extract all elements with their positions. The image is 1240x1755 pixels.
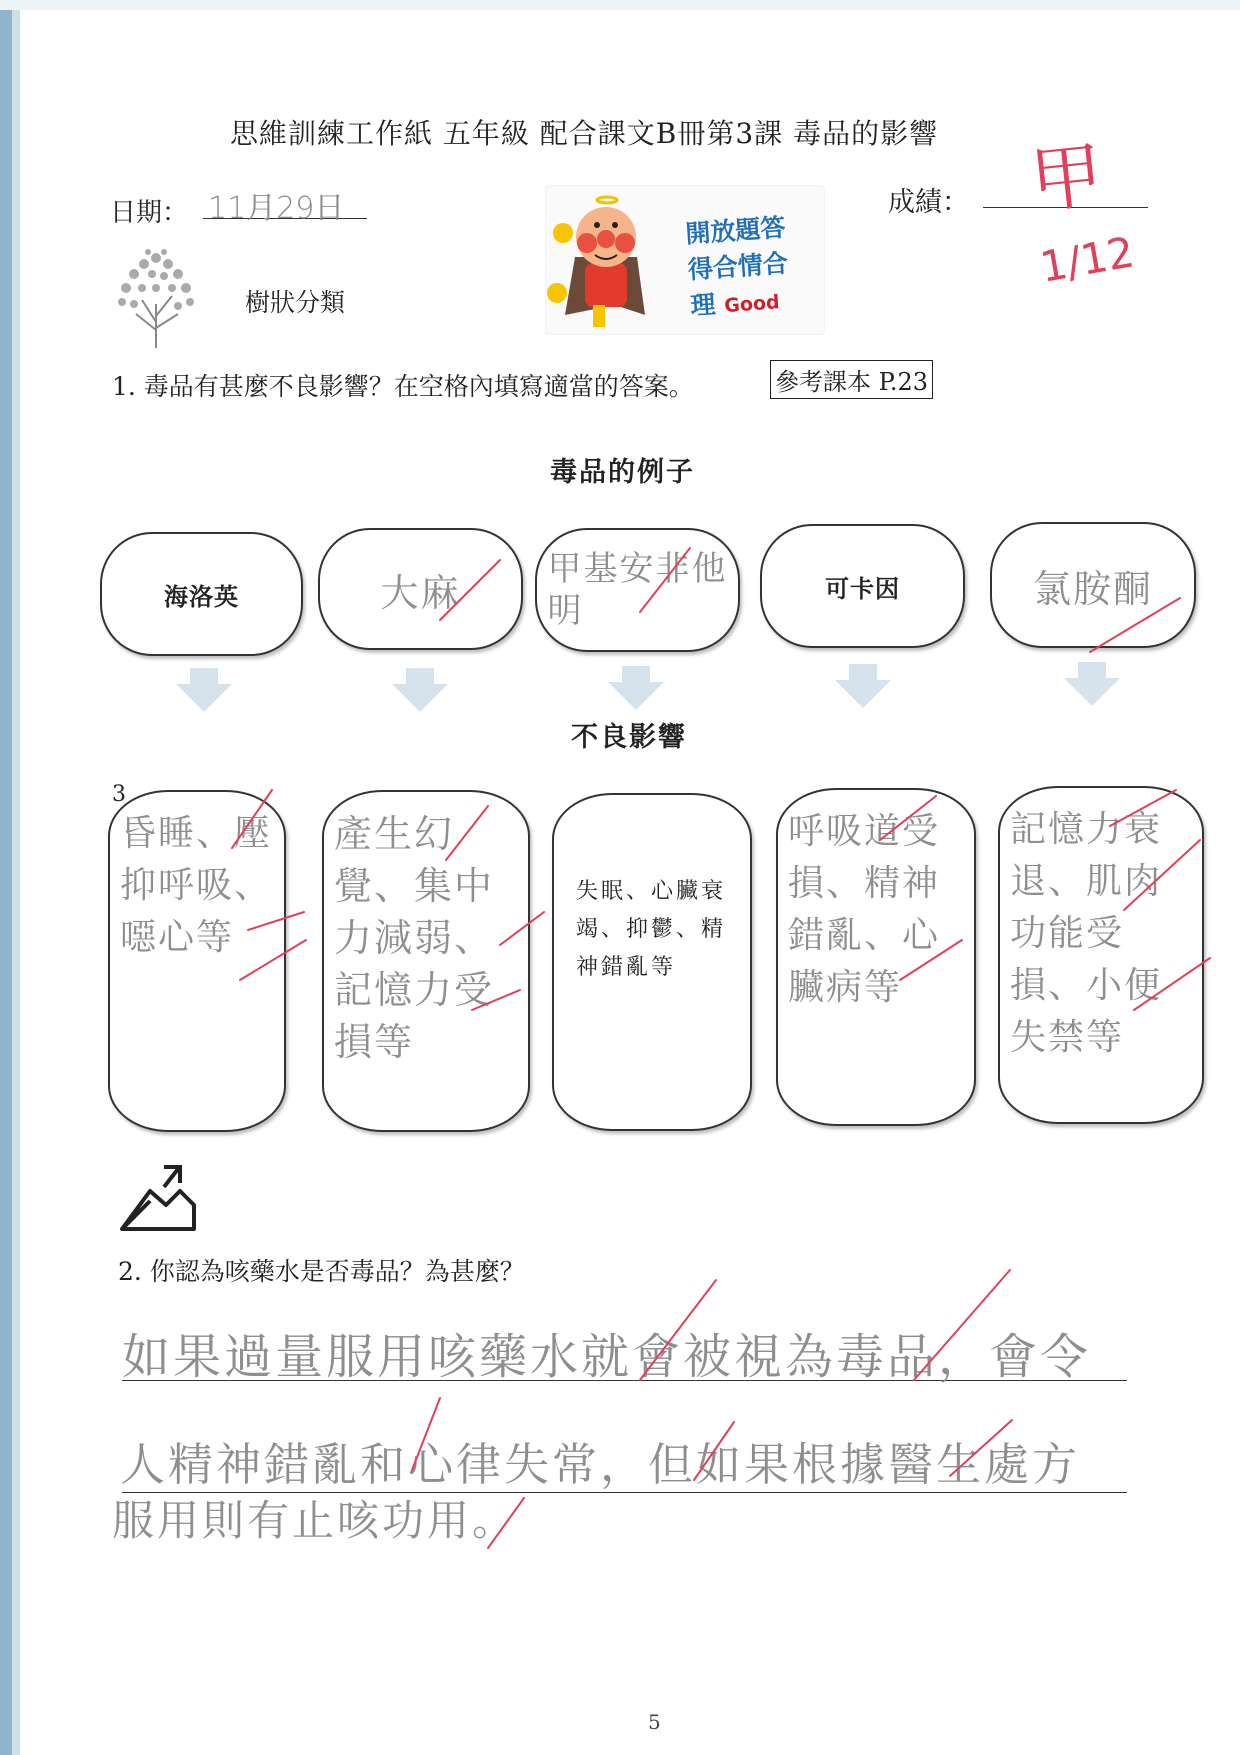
drug-answer: 大麻 xyxy=(380,570,461,615)
score-fraction: 1/12 xyxy=(1036,227,1138,292)
tick-mark xyxy=(914,1270,1010,1380)
tick-mark xyxy=(232,790,272,848)
score-label: 成績： xyxy=(888,187,969,218)
drug-examples-heading: 毒品的例子 xyxy=(550,457,695,488)
answer-line-2-text[interactable]: 人精神錯亂和心律失常，但如果根據醫生處方 xyxy=(120,1438,1081,1491)
tick-mark xyxy=(240,940,306,980)
margin-number: 3 xyxy=(112,782,126,807)
tick-mark xyxy=(1110,790,1176,826)
sticker-line-1: 開放題答 xyxy=(684,212,787,249)
date-value: 11月29日 xyxy=(208,191,345,226)
effect-text: 失眠、心臟衰竭、抑鬱、精神錯亂等 xyxy=(576,879,727,980)
question-2: 2. 你認為咳藥水是否毒品？為甚麼？ xyxy=(118,1257,525,1286)
tick-mark xyxy=(640,548,690,612)
tick-mark xyxy=(950,1420,1012,1476)
tick-mark xyxy=(446,806,488,860)
tick-mark xyxy=(640,1280,716,1380)
tick-mark xyxy=(488,1498,524,1548)
effect-answer: 產生幻覺、集中力減弱、記憶力受損等 xyxy=(334,812,495,1064)
sticker-line-2: 得合情合 xyxy=(687,248,789,285)
answer-line-1-text[interactable]: 如果過量服用咳藥水就會被視為毒品，會令 xyxy=(122,1329,1092,1385)
tick-mark xyxy=(694,1422,734,1480)
tick-mark xyxy=(412,1398,440,1470)
drug-answer: 氯胺酮 xyxy=(1032,566,1153,611)
tick-mark xyxy=(1134,958,1210,1010)
tick-mark xyxy=(880,796,936,840)
effect-answer: 記憶力衰退、肌肉功能受損、小便失禁等 xyxy=(1010,809,1163,1058)
tick-mark xyxy=(248,912,304,930)
negative-effects-heading: 不良影響 xyxy=(571,722,687,753)
date-label: 日期： xyxy=(110,198,189,228)
textbook-reference: 參考課本 P.23 xyxy=(770,360,933,399)
effect-answer: 呼吸道受損、精神錯亂、心臟病等 xyxy=(788,811,941,1008)
tick-mark xyxy=(1090,598,1180,652)
sticker-line-3-text: 理 xyxy=(689,289,717,321)
worksheet-title: 思維訓練工作紙 五年級 配合課文B冊第3課 毒品的影響 xyxy=(230,117,939,150)
grade-mark: 甲 xyxy=(1026,132,1107,224)
page-number: 5 xyxy=(648,1710,661,1734)
drug-name: 可卡因 xyxy=(825,574,900,603)
thinking-tool-label: 樹狀分類 xyxy=(245,288,346,317)
tick-mark xyxy=(472,990,520,1010)
tick-mark xyxy=(1124,840,1200,910)
drug-name: 海洛英 xyxy=(164,582,239,611)
sticker-good: Good xyxy=(723,291,781,318)
tick-mark xyxy=(500,912,544,945)
effect-answer: 昏睡、壓抑呼吸、噁心等 xyxy=(120,813,273,958)
answer-line-3-text[interactable]: 服用則有止咳功用。 xyxy=(112,1496,518,1545)
question-1: 1. 毒品有甚麼不良影響？在空格內填寫適當的答案。 xyxy=(112,372,694,401)
tick-mark xyxy=(440,560,500,620)
drug-answer: 甲基安非他明 xyxy=(547,549,728,631)
tick-mark xyxy=(900,940,962,980)
